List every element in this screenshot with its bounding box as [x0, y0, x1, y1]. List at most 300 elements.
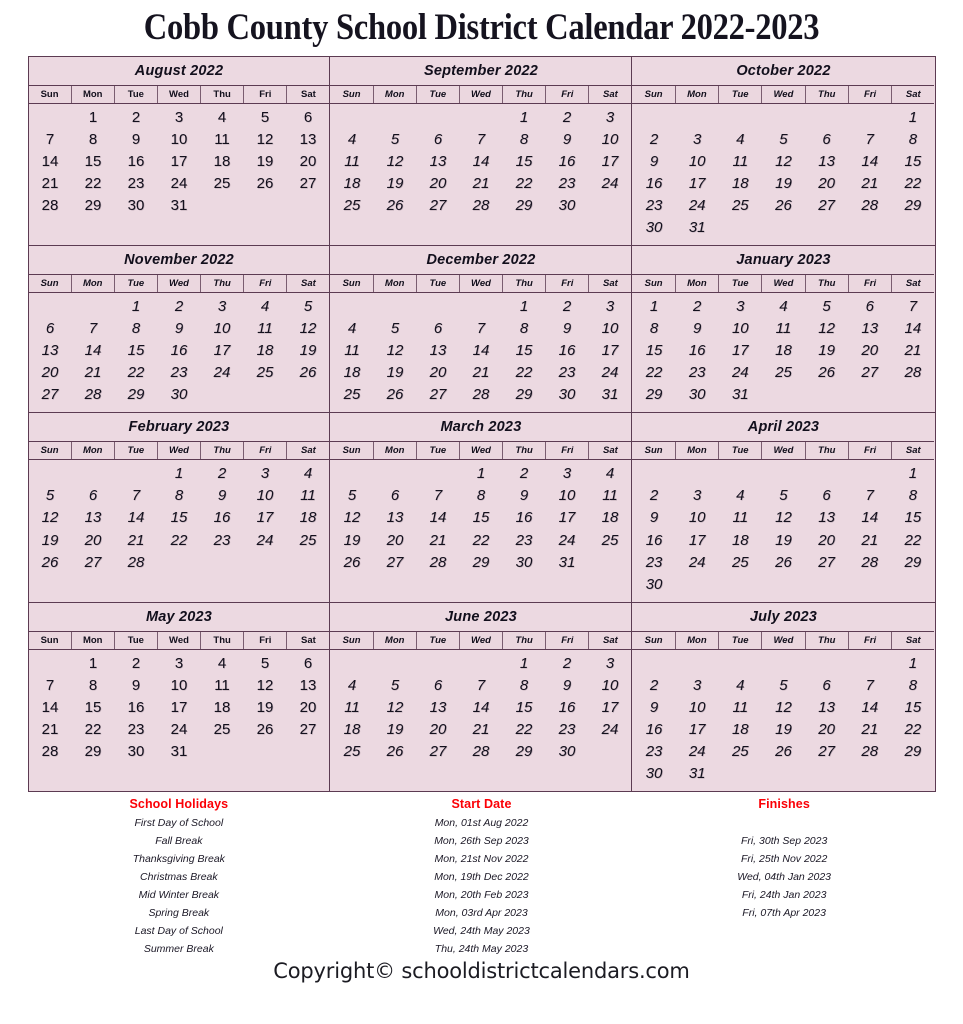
- day-cell[interactable]: 2: [693, 298, 702, 316]
- day-cell[interactable]: 16: [558, 342, 576, 360]
- day-cell[interactable]: 24: [601, 720, 619, 738]
- day-cell[interactable]: 28: [472, 742, 490, 760]
- day-cell[interactable]: 31: [170, 197, 188, 215]
- day-cell[interactable]: 8: [649, 320, 659, 338]
- day-cell[interactable]: 11: [602, 487, 618, 505]
- day-cell[interactable]: 13: [41, 342, 59, 360]
- day-cell[interactable]: 30: [170, 386, 188, 404]
- day-cell[interactable]: 26: [386, 386, 404, 404]
- day-cell[interactable]: 17: [731, 342, 749, 360]
- day-cell[interactable]: 15: [84, 152, 102, 170]
- day-cell[interactable]: 5: [45, 487, 55, 505]
- day-cell[interactable]: 14: [861, 509, 879, 527]
- day-cell[interactable]: 20: [429, 174, 447, 192]
- day-cell[interactable]: 22: [515, 720, 533, 738]
- day-cell[interactable]: 14: [861, 152, 879, 170]
- day-cell[interactable]: 12: [775, 698, 792, 716]
- day-cell[interactable]: 20: [299, 152, 317, 170]
- day-cell[interactable]: 11: [344, 342, 360, 360]
- day-cell[interactable]: 3: [693, 130, 702, 148]
- day-cell[interactable]: 17: [558, 509, 576, 527]
- day-cell[interactable]: 30: [645, 764, 663, 782]
- day-cell[interactable]: 25: [299, 531, 317, 549]
- day-cell[interactable]: 24: [688, 553, 706, 571]
- day-cell[interactable]: 11: [214, 676, 230, 694]
- day-cell[interactable]: 14: [84, 342, 102, 360]
- day-cell[interactable]: 18: [731, 174, 749, 192]
- day-cell[interactable]: 11: [214, 130, 230, 148]
- day-cell[interactable]: 10: [558, 487, 576, 505]
- day-cell[interactable]: 10: [688, 509, 706, 527]
- day-cell[interactable]: 24: [170, 174, 188, 192]
- day-cell[interactable]: 12: [256, 676, 274, 694]
- day-cell[interactable]: 21: [41, 720, 59, 738]
- day-cell[interactable]: 27: [386, 553, 404, 571]
- day-cell[interactable]: 7: [45, 676, 55, 694]
- day-cell[interactable]: 7: [131, 487, 141, 505]
- day-cell[interactable]: 3: [562, 465, 572, 483]
- day-cell[interactable]: 3: [605, 108, 615, 126]
- day-cell[interactable]: 22: [84, 720, 102, 738]
- day-cell[interactable]: 27: [818, 553, 835, 571]
- day-cell[interactable]: 27: [818, 197, 835, 215]
- day-cell[interactable]: 3: [217, 298, 227, 316]
- day-cell[interactable]: 13: [299, 130, 317, 148]
- day-cell[interactable]: 9: [174, 320, 184, 338]
- day-cell[interactable]: 24: [213, 364, 231, 382]
- day-cell[interactable]: 29: [472, 553, 490, 571]
- day-cell[interactable]: 7: [908, 298, 918, 316]
- day-cell[interactable]: 5: [779, 487, 788, 505]
- day-cell[interactable]: 6: [88, 487, 98, 505]
- day-cell[interactable]: 21: [472, 720, 490, 738]
- day-cell[interactable]: 15: [645, 342, 663, 360]
- day-cell[interactable]: 11: [257, 320, 273, 338]
- day-cell[interactable]: 19: [256, 152, 274, 170]
- day-cell[interactable]: 9: [649, 698, 659, 716]
- day-cell[interactable]: 12: [386, 342, 404, 360]
- day-cell[interactable]: 26: [343, 553, 361, 571]
- day-cell[interactable]: 30: [127, 742, 145, 760]
- day-cell[interactable]: 23: [558, 174, 576, 192]
- day-cell[interactable]: 28: [84, 386, 102, 404]
- day-cell[interactable]: 14: [429, 509, 447, 527]
- day-cell[interactable]: 9: [562, 130, 572, 148]
- day-cell[interactable]: 31: [731, 386, 749, 404]
- day-cell[interactable]: 18: [256, 342, 274, 360]
- day-cell[interactable]: 20: [429, 720, 447, 738]
- day-cell[interactable]: 30: [558, 197, 576, 215]
- day-cell[interactable]: 5: [347, 487, 357, 505]
- day-cell[interactable]: 7: [88, 320, 98, 338]
- day-cell[interactable]: 9: [649, 152, 659, 170]
- day-cell[interactable]: 26: [41, 553, 59, 571]
- day-cell[interactable]: 1: [908, 654, 918, 672]
- day-cell[interactable]: 10: [688, 152, 706, 170]
- day-cell[interactable]: 27: [299, 174, 317, 192]
- day-cell[interactable]: 18: [213, 698, 231, 716]
- day-cell[interactable]: 11: [300, 487, 316, 505]
- day-cell[interactable]: 14: [472, 342, 490, 360]
- day-cell[interactable]: 10: [170, 676, 188, 694]
- day-cell[interactable]: 21: [429, 531, 447, 549]
- day-cell[interactable]: 5: [303, 298, 313, 316]
- day-cell[interactable]: 6: [433, 130, 443, 148]
- day-cell[interactable]: 4: [736, 130, 745, 148]
- day-cell[interactable]: 21: [84, 364, 102, 382]
- day-cell[interactable]: 20: [818, 720, 835, 738]
- day-cell[interactable]: 2: [519, 465, 529, 483]
- day-cell[interactable]: 11: [732, 509, 749, 527]
- day-cell[interactable]: 6: [433, 320, 443, 338]
- day-cell[interactable]: 18: [213, 152, 231, 170]
- day-cell[interactable]: 15: [472, 509, 490, 527]
- day-cell[interactable]: 31: [170, 742, 188, 760]
- day-cell[interactable]: 23: [645, 197, 663, 215]
- day-cell[interactable]: 1: [649, 298, 659, 316]
- day-cell[interactable]: 27: [299, 720, 317, 738]
- day-cell[interactable]: 2: [131, 654, 141, 672]
- day-cell[interactable]: 25: [343, 197, 361, 215]
- day-cell[interactable]: 18: [601, 509, 619, 527]
- day-cell[interactable]: 8: [908, 487, 918, 505]
- day-cell[interactable]: 12: [343, 509, 361, 527]
- day-cell[interactable]: 4: [736, 487, 745, 505]
- day-cell[interactable]: 21: [861, 174, 879, 192]
- day-cell[interactable]: 12: [41, 509, 59, 527]
- day-cell[interactable]: 30: [645, 219, 663, 237]
- day-cell[interactable]: 13: [429, 698, 447, 716]
- day-cell[interactable]: 29: [515, 742, 533, 760]
- day-cell[interactable]: 5: [390, 130, 400, 148]
- day-cell[interactable]: 22: [170, 531, 188, 549]
- day-cell[interactable]: 5: [260, 108, 270, 126]
- day-cell[interactable]: 5: [779, 130, 788, 148]
- day-cell[interactable]: 29: [904, 742, 922, 760]
- day-cell[interactable]: 26: [386, 197, 404, 215]
- day-cell[interactable]: 2: [649, 676, 659, 694]
- day-cell[interactable]: 29: [904, 197, 922, 215]
- day-cell[interactable]: 4: [779, 298, 788, 316]
- day-cell[interactable]: 26: [256, 174, 274, 192]
- day-cell[interactable]: 9: [562, 320, 572, 338]
- day-cell[interactable]: 26: [818, 364, 835, 382]
- day-cell[interactable]: 22: [127, 364, 145, 382]
- day-cell[interactable]: 16: [645, 174, 663, 192]
- day-cell[interactable]: 8: [88, 676, 98, 694]
- day-cell[interactable]: 25: [775, 364, 792, 382]
- day-cell[interactable]: 14: [41, 698, 59, 716]
- day-cell[interactable]: 29: [904, 553, 922, 571]
- day-cell[interactable]: 9: [693, 320, 702, 338]
- day-cell[interactable]: 9: [519, 487, 529, 505]
- day-cell[interactable]: 26: [299, 364, 317, 382]
- day-cell[interactable]: 4: [605, 465, 615, 483]
- day-cell[interactable]: 19: [775, 531, 792, 549]
- day-cell[interactable]: 20: [429, 364, 447, 382]
- day-cell[interactable]: 17: [601, 152, 619, 170]
- day-cell[interactable]: 23: [558, 364, 576, 382]
- day-cell[interactable]: 23: [213, 531, 231, 549]
- day-cell[interactable]: 4: [347, 676, 357, 694]
- day-cell[interactable]: 24: [601, 364, 619, 382]
- day-cell[interactable]: 4: [303, 465, 313, 483]
- day-cell[interactable]: 26: [775, 197, 792, 215]
- day-cell[interactable]: 20: [386, 531, 404, 549]
- day-cell[interactable]: 21: [861, 720, 879, 738]
- day-cell[interactable]: 13: [818, 152, 835, 170]
- day-cell[interactable]: 12: [386, 698, 404, 716]
- day-cell[interactable]: 12: [299, 320, 317, 338]
- day-cell[interactable]: 6: [865, 298, 874, 316]
- day-cell[interactable]: 3: [174, 108, 184, 126]
- day-cell[interactable]: 1: [519, 298, 529, 316]
- day-cell[interactable]: 20: [818, 174, 835, 192]
- day-cell[interactable]: 11: [732, 698, 749, 716]
- day-cell[interactable]: 26: [775, 742, 792, 760]
- day-cell[interactable]: 17: [688, 174, 706, 192]
- day-cell[interactable]: 8: [476, 487, 486, 505]
- day-cell[interactable]: 9: [217, 487, 227, 505]
- day-cell[interactable]: 23: [645, 553, 663, 571]
- day-cell[interactable]: 28: [127, 553, 145, 571]
- day-cell[interactable]: 14: [472, 152, 490, 170]
- day-cell[interactable]: 16: [127, 152, 145, 170]
- day-cell[interactable]: 13: [386, 509, 404, 527]
- day-cell[interactable]: 11: [344, 698, 360, 716]
- day-cell[interactable]: 15: [170, 509, 188, 527]
- day-cell[interactable]: 13: [299, 676, 317, 694]
- day-cell[interactable]: 3: [736, 298, 745, 316]
- day-cell[interactable]: 19: [386, 720, 404, 738]
- day-cell[interactable]: 21: [472, 364, 490, 382]
- day-cell[interactable]: 16: [170, 342, 188, 360]
- day-cell[interactable]: 14: [472, 698, 490, 716]
- day-cell[interactable]: 22: [84, 174, 102, 192]
- day-cell[interactable]: 31: [688, 764, 706, 782]
- day-cell[interactable]: 30: [515, 553, 533, 571]
- day-cell[interactable]: 22: [472, 531, 490, 549]
- day-cell[interactable]: 19: [386, 364, 404, 382]
- day-cell[interactable]: 16: [515, 509, 533, 527]
- day-cell[interactable]: 31: [558, 553, 576, 571]
- day-cell[interactable]: 29: [515, 197, 533, 215]
- day-cell[interactable]: 16: [213, 509, 231, 527]
- day-cell[interactable]: 27: [41, 386, 59, 404]
- day-cell[interactable]: 8: [908, 130, 918, 148]
- day-cell[interactable]: 20: [299, 698, 317, 716]
- day-cell[interactable]: 22: [645, 364, 663, 382]
- day-cell[interactable]: 24: [170, 720, 188, 738]
- day-cell[interactable]: 25: [343, 386, 361, 404]
- day-cell[interactable]: 6: [303, 108, 313, 126]
- day-cell[interactable]: 26: [386, 742, 404, 760]
- day-cell[interactable]: 2: [649, 487, 659, 505]
- day-cell[interactable]: 12: [775, 152, 792, 170]
- day-cell[interactable]: 16: [645, 531, 663, 549]
- day-cell[interactable]: 24: [731, 364, 749, 382]
- day-cell[interactable]: 17: [170, 698, 188, 716]
- day-cell[interactable]: 24: [558, 531, 576, 549]
- day-cell[interactable]: 3: [260, 465, 270, 483]
- day-cell[interactable]: 1: [908, 108, 918, 126]
- day-cell[interactable]: 16: [127, 698, 145, 716]
- day-cell[interactable]: 23: [170, 364, 188, 382]
- day-cell[interactable]: 10: [170, 130, 188, 148]
- day-cell[interactable]: 9: [562, 676, 572, 694]
- day-cell[interactable]: 13: [861, 320, 879, 338]
- day-cell[interactable]: 16: [558, 152, 576, 170]
- day-cell[interactable]: 14: [861, 698, 879, 716]
- day-cell[interactable]: 19: [41, 531, 59, 549]
- day-cell[interactable]: 6: [390, 487, 400, 505]
- day-cell[interactable]: 4: [260, 298, 270, 316]
- day-cell[interactable]: 7: [865, 676, 874, 694]
- day-cell[interactable]: 17: [256, 509, 274, 527]
- day-cell[interactable]: 8: [519, 320, 529, 338]
- day-cell[interactable]: 9: [131, 130, 141, 148]
- day-cell[interactable]: 13: [818, 509, 835, 527]
- day-cell[interactable]: 20: [41, 364, 59, 382]
- day-cell[interactable]: 15: [515, 152, 533, 170]
- day-cell[interactable]: 30: [558, 742, 576, 760]
- day-cell[interactable]: 30: [127, 197, 145, 215]
- day-cell[interactable]: 17: [213, 342, 231, 360]
- day-cell[interactable]: 23: [645, 742, 663, 760]
- day-cell[interactable]: 18: [731, 531, 749, 549]
- day-cell[interactable]: 28: [472, 386, 490, 404]
- day-cell[interactable]: 16: [688, 342, 706, 360]
- day-cell[interactable]: 2: [562, 654, 572, 672]
- day-cell[interactable]: 13: [429, 152, 447, 170]
- day-cell[interactable]: 12: [775, 509, 792, 527]
- day-cell[interactable]: 22: [904, 174, 922, 192]
- day-cell[interactable]: 15: [515, 342, 533, 360]
- day-cell[interactable]: 15: [904, 509, 922, 527]
- day-cell[interactable]: 28: [41, 742, 59, 760]
- day-cell[interactable]: 2: [649, 130, 659, 148]
- day-cell[interactable]: 17: [688, 720, 706, 738]
- day-cell[interactable]: 19: [775, 720, 792, 738]
- day-cell[interactable]: 28: [472, 197, 490, 215]
- day-cell[interactable]: 28: [904, 364, 922, 382]
- day-cell[interactable]: 22: [904, 720, 922, 738]
- day-cell[interactable]: 19: [343, 531, 361, 549]
- day-cell[interactable]: 19: [386, 174, 404, 192]
- day-cell[interactable]: 6: [822, 487, 831, 505]
- day-cell[interactable]: 23: [127, 174, 145, 192]
- day-cell[interactable]: 20: [84, 531, 102, 549]
- day-cell[interactable]: 7: [476, 320, 486, 338]
- day-cell[interactable]: 29: [515, 386, 533, 404]
- day-cell[interactable]: 10: [731, 320, 749, 338]
- day-cell[interactable]: 18: [775, 342, 792, 360]
- day-cell[interactable]: 25: [731, 197, 749, 215]
- day-cell[interactable]: 5: [390, 320, 400, 338]
- day-cell[interactable]: 23: [688, 364, 706, 382]
- day-cell[interactable]: 1: [476, 465, 486, 483]
- day-cell[interactable]: 27: [818, 742, 835, 760]
- day-cell[interactable]: 5: [822, 298, 831, 316]
- day-cell[interactable]: 4: [347, 320, 357, 338]
- day-cell[interactable]: 25: [731, 742, 749, 760]
- day-cell[interactable]: 17: [601, 342, 619, 360]
- day-cell[interactable]: 10: [688, 698, 706, 716]
- day-cell[interactable]: 15: [515, 698, 533, 716]
- day-cell[interactable]: 7: [476, 130, 486, 148]
- day-cell[interactable]: 10: [601, 130, 619, 148]
- day-cell[interactable]: 25: [256, 364, 274, 382]
- day-cell[interactable]: 21: [904, 342, 922, 360]
- day-cell[interactable]: 4: [217, 108, 227, 126]
- day-cell[interactable]: 2: [562, 108, 572, 126]
- day-cell[interactable]: 23: [558, 720, 576, 738]
- day-cell[interactable]: 20: [861, 342, 879, 360]
- day-cell[interactable]: 3: [605, 654, 615, 672]
- day-cell[interactable]: 11: [775, 320, 792, 338]
- day-cell[interactable]: 27: [429, 386, 447, 404]
- day-cell[interactable]: 29: [84, 742, 102, 760]
- day-cell[interactable]: 10: [601, 676, 619, 694]
- day-cell[interactable]: 31: [601, 386, 619, 404]
- day-cell[interactable]: 11: [732, 152, 749, 170]
- day-cell[interactable]: 29: [645, 386, 663, 404]
- day-cell[interactable]: 27: [429, 742, 447, 760]
- day-cell[interactable]: 2: [562, 298, 572, 316]
- day-cell[interactable]: 8: [131, 320, 141, 338]
- day-cell[interactable]: 30: [688, 386, 706, 404]
- day-cell[interactable]: 15: [904, 698, 922, 716]
- day-cell[interactable]: 4: [347, 130, 357, 148]
- day-cell[interactable]: 8: [88, 130, 98, 148]
- day-cell[interactable]: 24: [601, 174, 619, 192]
- day-cell[interactable]: 7: [865, 130, 874, 148]
- day-cell[interactable]: 11: [344, 152, 360, 170]
- day-cell[interactable]: 21: [472, 174, 490, 192]
- day-cell[interactable]: 4: [736, 676, 745, 694]
- day-cell[interactable]: 5: [260, 654, 270, 672]
- day-cell[interactable]: 13: [818, 698, 835, 716]
- day-cell[interactable]: 18: [299, 509, 317, 527]
- day-cell[interactable]: 21: [127, 531, 145, 549]
- day-cell[interactable]: 1: [131, 298, 141, 316]
- day-cell[interactable]: 8: [908, 676, 918, 694]
- day-cell[interactable]: 27: [84, 553, 102, 571]
- day-cell[interactable]: 10: [601, 320, 619, 338]
- day-cell[interactable]: 25: [343, 742, 361, 760]
- day-cell[interactable]: 26: [775, 553, 792, 571]
- day-cell[interactable]: 18: [343, 174, 361, 192]
- day-cell[interactable]: 1: [519, 654, 529, 672]
- day-cell[interactable]: 27: [861, 364, 879, 382]
- day-cell[interactable]: 23: [127, 720, 145, 738]
- day-cell[interactable]: 28: [861, 197, 879, 215]
- day-cell[interactable]: 24: [688, 197, 706, 215]
- day-cell[interactable]: 6: [45, 320, 55, 338]
- day-cell[interactable]: 24: [688, 742, 706, 760]
- day-cell[interactable]: 17: [688, 531, 706, 549]
- day-cell[interactable]: 25: [213, 174, 231, 192]
- day-cell[interactable]: 7: [476, 676, 486, 694]
- day-cell[interactable]: 6: [822, 130, 831, 148]
- day-cell[interactable]: 10: [256, 487, 274, 505]
- day-cell[interactable]: 25: [213, 720, 231, 738]
- day-cell[interactable]: 8: [174, 487, 184, 505]
- day-cell[interactable]: 1: [88, 108, 98, 126]
- day-cell[interactable]: 18: [343, 720, 361, 738]
- day-cell[interactable]: 18: [731, 720, 749, 738]
- day-cell[interactable]: 28: [429, 553, 447, 571]
